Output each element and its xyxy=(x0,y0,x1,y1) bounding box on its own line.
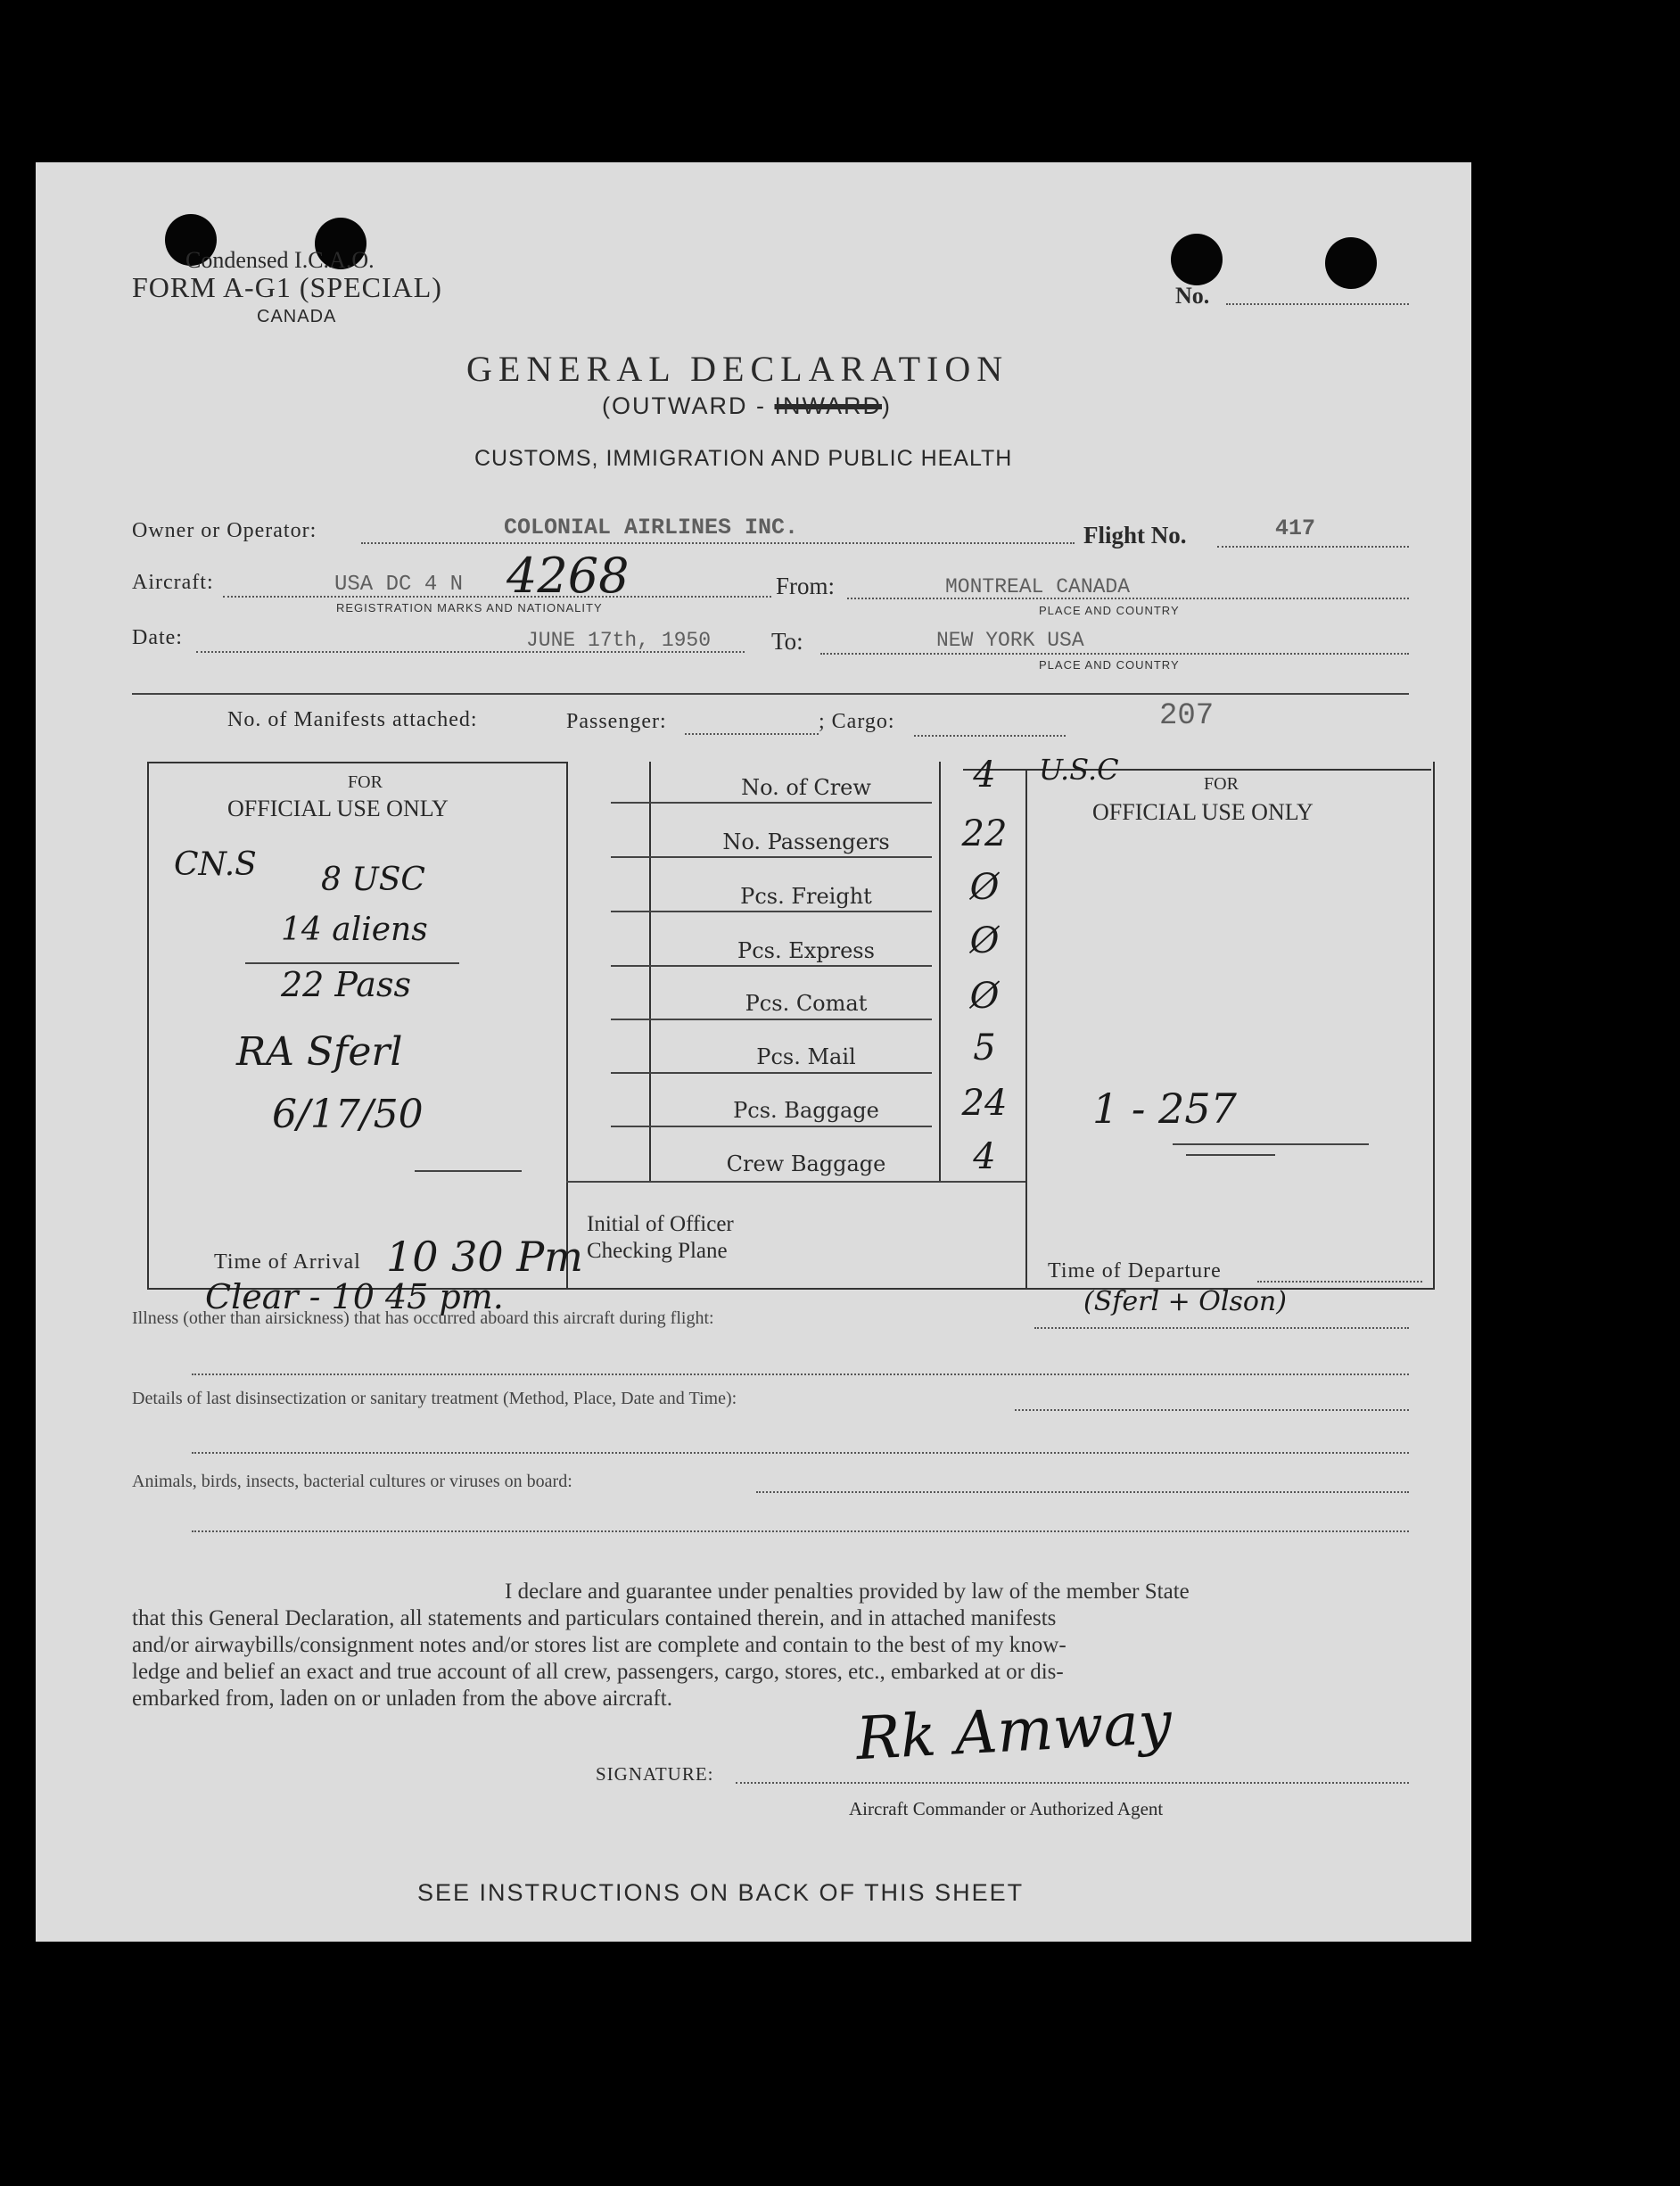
handwritten-aliens: 14 aliens xyxy=(281,912,428,948)
mail-value: 5 xyxy=(973,1027,996,1068)
manifests-label: No. of Manifests attached: xyxy=(227,708,478,731)
time-of-arrival-value: 10 30 Pm xyxy=(386,1233,583,1281)
handwritten-illness-note: (Sferl + Olson) xyxy=(1083,1286,1287,1317)
signature-label: SIGNATURE: xyxy=(596,1763,714,1785)
owner-label: Owner or Operator: xyxy=(132,519,317,542)
express-value: Ø xyxy=(969,920,1000,961)
passengers-count-label: No. Passengers xyxy=(722,829,890,854)
officer-initial-label: Initial of Officer xyxy=(587,1212,734,1236)
disinsectization-field-line2[interactable] xyxy=(192,1452,1409,1454)
from-label: From: xyxy=(776,573,836,599)
direction-outward: OUTWARD xyxy=(612,392,748,419)
official-date-left: 6/17/50 xyxy=(272,1092,424,1137)
direction-inward-struck: INWARD xyxy=(774,392,882,419)
official-use-left: OFFICIAL USE ONLY xyxy=(227,796,449,821)
crew-count-label: No. of Crew xyxy=(741,775,871,800)
owner-field[interactable] xyxy=(361,542,1075,544)
handwritten-cns: CN.S xyxy=(174,846,257,883)
footer-instructions: SEE INSTRUCTIONS ON BACK OF THIS SHEET xyxy=(417,1879,1025,1906)
form-number: FORM A-G1 (SPECIAL) xyxy=(132,271,442,303)
number-field[interactable] xyxy=(1226,303,1409,305)
cargo-manifest-label: ; Cargo: xyxy=(819,710,895,733)
animals-label: Animals, birds, insects, bacterial cultures or viruses on board: xyxy=(132,1472,572,1491)
declaration-sheet xyxy=(36,162,1471,1942)
handwritten-passengers: 22 Pass xyxy=(281,965,411,1004)
comat-label: Pcs. Comat xyxy=(745,991,868,1016)
handwritten-usc: 8 USC xyxy=(321,862,425,898)
express-label: Pcs. Express xyxy=(737,938,875,963)
page-title: GENERAL DECLARATION xyxy=(466,349,1009,389)
direction-sep: - xyxy=(747,392,775,419)
freight-value: Ø xyxy=(969,867,1000,908)
to-label: To: xyxy=(771,628,803,655)
to-field[interactable] xyxy=(820,653,1409,655)
direction-subtitle xyxy=(602,392,892,420)
number-label: No. xyxy=(1175,283,1210,309)
official-initials-left: RA Sferl xyxy=(236,1029,403,1075)
disinsectization-label: Details of last disinsectization or sanitary treatment (Method, Place, Date and Time): xyxy=(132,1389,737,1408)
baggage-label: Pcs. Baggage xyxy=(733,1098,879,1123)
form-country: CANADA xyxy=(257,307,337,326)
handwritten-count-right: 1 - 257 xyxy=(1092,1085,1237,1133)
declaration-line: and/or airwaybills/consignment notes and/or stores list are complete and contain to the best of my know- xyxy=(132,1633,1066,1657)
declaration-line: ledge and belief an exact and true account of all crew, passengers, cargo, stores, etc., embarked at or dis- xyxy=(132,1660,1064,1684)
owner-value: COLONIAL AIRLINES INC. xyxy=(504,515,799,540)
crew-count-value: 4 xyxy=(973,755,996,796)
aircraft-handwritten-number: 4268 xyxy=(506,548,630,604)
animals-field[interactable] xyxy=(756,1491,1409,1493)
comat-value: Ø xyxy=(969,976,1000,1017)
time-of-departure-field[interactable] xyxy=(1257,1281,1422,1283)
flight-label: Flight No. xyxy=(1083,522,1187,549)
aircraft-field[interactable] xyxy=(223,596,771,598)
crew-baggage-label: Crew Baggage xyxy=(726,1151,886,1176)
declaration-line: that this General Declaration, all statements and particulars contained therein, and in attached manifests xyxy=(132,1606,1057,1630)
crew-baggage-value: 4 xyxy=(973,1136,996,1177)
divider xyxy=(132,693,1409,695)
animals-field-line2[interactable] xyxy=(192,1530,1409,1532)
cargo-manifest-value: 207 xyxy=(1159,699,1215,733)
declaration-paragraph xyxy=(132,1579,1409,1712)
declaration-line: I declare and guarantee under penalties provided by law of the member State xyxy=(505,1580,1190,1604)
passengers-count-value: 22 xyxy=(961,813,1008,854)
handwritten-usc-right: U.S.C xyxy=(1039,753,1119,787)
aircraft-value: USA DC 4 N xyxy=(334,573,464,597)
to-value: NEW YORK USA xyxy=(936,629,1084,652)
illness-field[interactable] xyxy=(1034,1327,1409,1329)
official-use-table xyxy=(147,753,1440,1290)
date-label: Date: xyxy=(132,626,183,649)
form-condensed-line: Condensed I.C.A.O. xyxy=(185,247,375,273)
disinsectization-field[interactable] xyxy=(1015,1409,1409,1411)
baggage-value: 24 xyxy=(961,1083,1008,1124)
signature-field[interactable] xyxy=(736,1782,1409,1784)
commander-signature: Rk Amway xyxy=(854,1687,1174,1774)
declaration-line: embarked from, laden on or unladen from the above aircraft. xyxy=(132,1687,672,1711)
official-for-right: FOR xyxy=(1204,774,1239,794)
punch-hole xyxy=(1325,237,1377,289)
from-value: MONTREAL CANADA xyxy=(945,575,1131,598)
direction-open: ( xyxy=(602,392,612,419)
passenger-manifest-field[interactable] xyxy=(685,733,819,735)
signature-caption: Aircraft Commander or Authorized Agent xyxy=(849,1798,1164,1819)
punch-hole xyxy=(1171,234,1223,285)
registration-caption: REGISTRATION MARKS AND NATIONALITY xyxy=(336,601,603,615)
time-of-departure-label: Time of Departure xyxy=(1048,1259,1222,1283)
handwritten-clearance: Clear - 10 45 pm. xyxy=(205,1277,504,1316)
date-value: JUNE 17th, 1950 xyxy=(526,629,712,652)
subtitle: CUSTOMS, IMMIGRATION AND PUBLIC HEALTH xyxy=(474,446,1013,471)
freight-label: Pcs. Freight xyxy=(740,884,872,909)
flight-field[interactable] xyxy=(1217,546,1409,548)
flight-value: 417 xyxy=(1275,516,1316,541)
official-for-left: FOR xyxy=(348,772,383,792)
checking-plane-label: Checking Plane xyxy=(587,1239,728,1263)
time-of-arrival-label: Time of Arrival xyxy=(214,1250,361,1274)
illness-label: Illness (other than airsickness) that has occurred aboard this aircraft during flight: xyxy=(132,1308,714,1328)
direction-close: ) xyxy=(881,392,892,419)
official-use-right: OFFICIAL USE ONLY xyxy=(1092,799,1314,825)
to-caption: PLACE AND COUNTRY xyxy=(1039,658,1180,672)
aircraft-label: Aircraft: xyxy=(132,571,214,594)
cargo-manifest-field[interactable] xyxy=(914,735,1066,737)
mail-label: Pcs. Mail xyxy=(756,1044,856,1069)
illness-field-line2[interactable] xyxy=(192,1373,1409,1375)
from-caption: PLACE AND COUNTRY xyxy=(1039,604,1180,617)
passenger-manifest-label: Passenger: xyxy=(566,710,667,733)
